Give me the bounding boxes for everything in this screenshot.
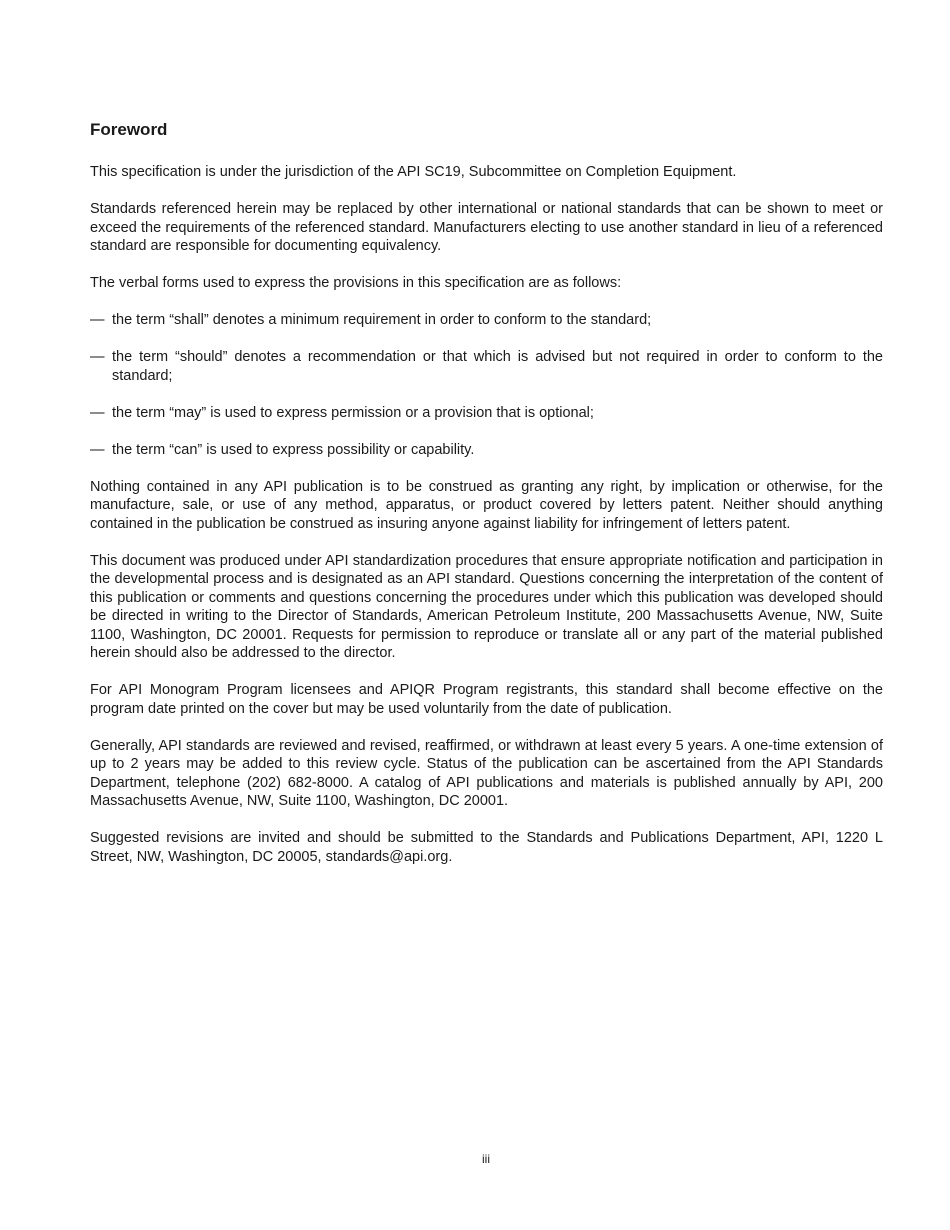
paragraph-verbal-forms: The verbal forms used to express the provisions in this specification are as follows:: [90, 275, 622, 291]
list-item-shall: [90, 311, 883, 330]
dash-bullet: —: [90, 312, 105, 328]
paragraph-patent-notice: Nothing contained in any API publication is to be construed as granting any right, by implication or otherwise, for the manufacture, sale, or use of any method, apparatus, or product covered by letters patent. Neither should anything contained in the publication be construed as insuring anyone against liability for infringement of letters patent.: [90, 478, 883, 532]
dash-bullet: —: [90, 349, 105, 365]
dash-bullet: —: [90, 441, 105, 458]
list-item-may: [90, 404, 883, 423]
list-item-can: [90, 441, 883, 460]
paragraph-monogram-program: For API Monogram Program licensees and APIQR Program registrants, this standard shall become effective on the program date printed on the cover but may be used voluntarily from the date of publication.: [90, 682, 883, 717]
paragraph-standards-referenced: Standards referenced herein may be replaced by other international or national standards that can be shown to meet or exceed the requirements of the referenced standard. Manufacturers electing to use another standard in lieu of a referenced standard are responsible for documenting equivalency.: [90, 201, 883, 254]
page-title: Foreword: [90, 120, 168, 139]
list-item-should: [90, 348, 883, 385]
paragraph-review-cycle: Generally, API standards are reviewed and revised, reaffirmed, or withdrawn at least every 5 years. A one-time extension of up to 2 years may be added to this review cycle. Status of the publication can be ascertained from the API Standards Department, telephone (202) 682-8000. A catalog of API publications and materials is published annually by API, 200 Massachusetts Avenue, NW, Suite 1100, Washington, DC 20001.: [90, 737, 883, 809]
foreword-section: [90, 119, 883, 885]
list-item-text: the term “should” denotes a recommendation or that which is advised but not required in order to conform to the standard;: [112, 349, 883, 384]
dash-bullet: —: [90, 404, 105, 421]
page-number: iii: [482, 1152, 490, 1166]
list-item-text: the term “may” is used to express permission or a provision that is optional;: [112, 404, 594, 421]
paragraph-standardization-procedures: This document was produced under API standardization procedures that ensure appropriate notification and participation in the developmental process and is designated as an API standard. Questions concerning the interpretation of the content of this publication or comments and questions concerning the procedures under which this publication was developed should be directed in writing to the Director of Standards, American Petroleum Institute, 200 Massachusetts Avenue, NW, Suite 1100, Washington, DC 20001. Requests for permission to reproduce or translate all or any part of the material published herein should also be addressed to the director.: [90, 552, 883, 661]
paragraph-suggested-revisions: Suggested revisions are invited and should be submitted to the Standards and Publications Department, API, 1220 L Street, NW, Washington, DC 20005, standards@api.org.: [90, 830, 883, 865]
list-item-text: the term “can” is used to express possibility or capability.: [112, 441, 475, 458]
paragraph-jurisdiction: This specification is under the jurisdiction of the API SC19, Subcommittee on Completion Equipment.: [90, 164, 737, 180]
list-item-text: the term “shall” denotes a minimum requirement in order to conform to the standard;: [112, 312, 652, 328]
